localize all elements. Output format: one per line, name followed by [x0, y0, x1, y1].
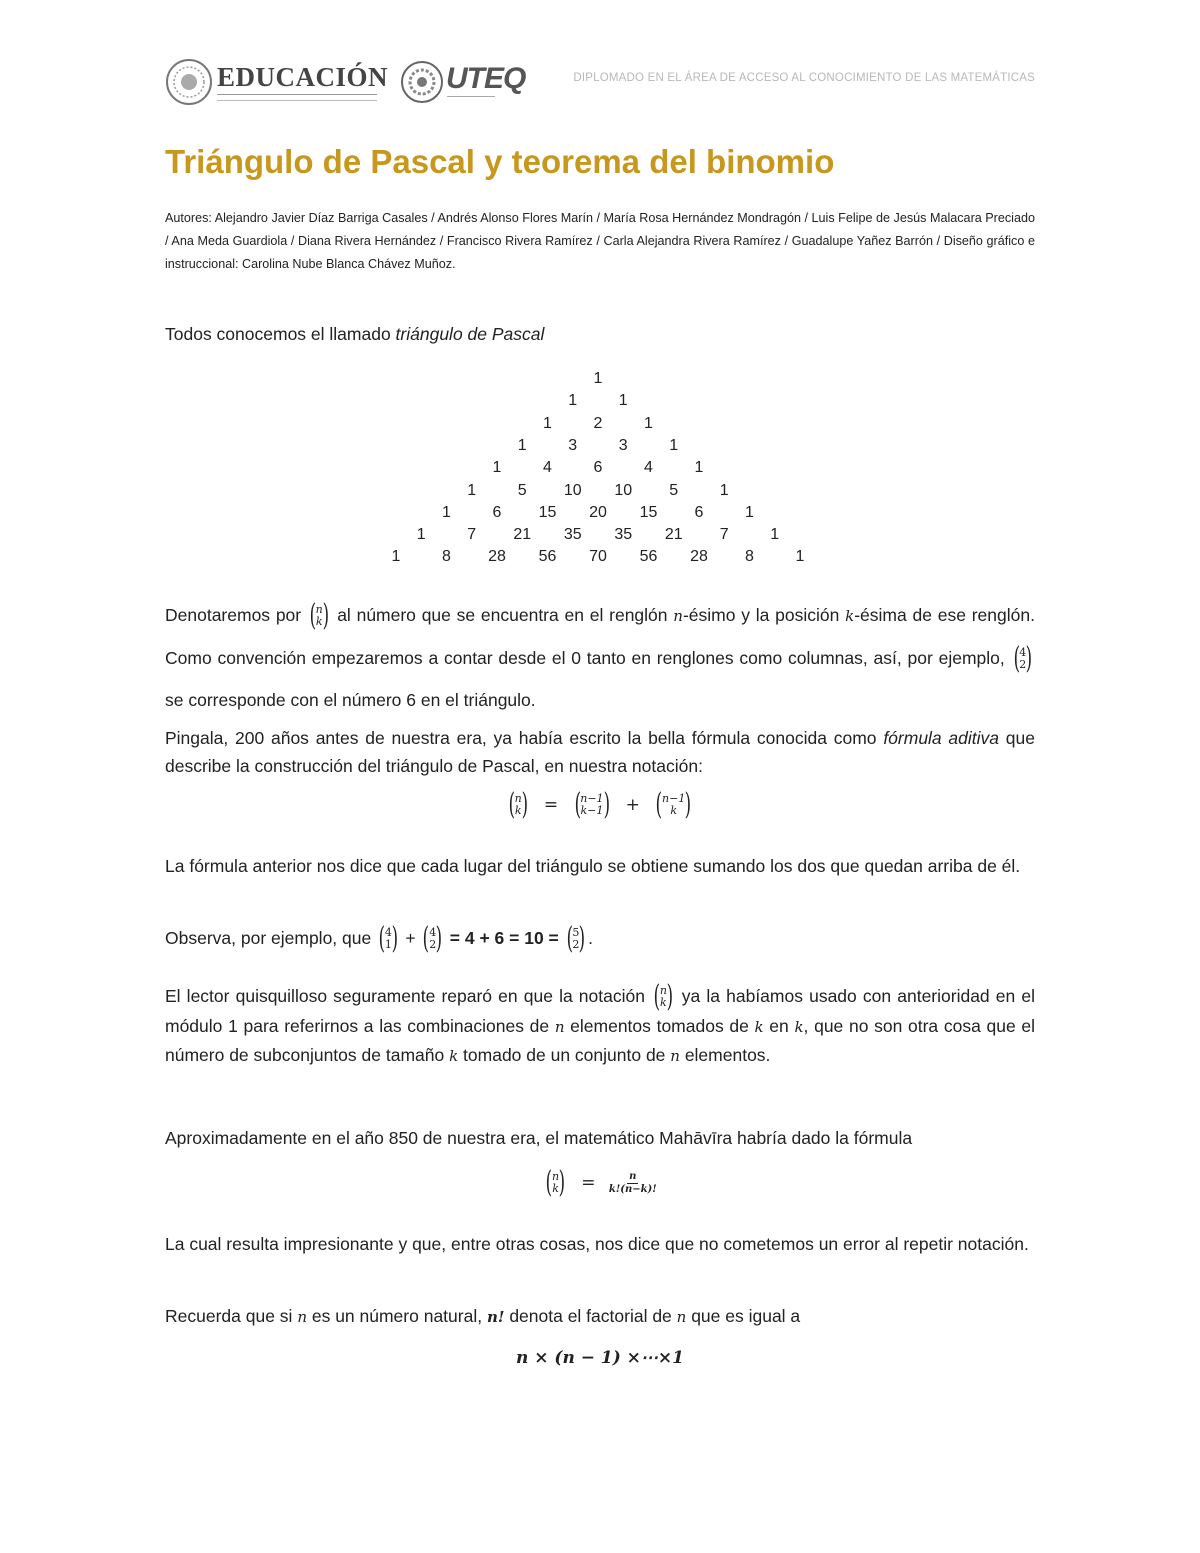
text: Pingala, 200 años antes de nuestra era, ya había escrito la bella fórmula conocida como	[165, 728, 884, 748]
triangle-number: 6	[694, 503, 704, 521]
text: elementos.	[679, 1045, 771, 1066]
triangle-number: 21	[664, 526, 683, 544]
denominator: k!(n−k)!	[608, 1183, 657, 1195]
fraction	[609, 1171, 657, 1196]
triangle-number: 1	[593, 370, 603, 387]
triangle-number: 6	[492, 503, 502, 521]
triangle-row	[0, 370, 1200, 392]
triangle-row	[0, 415, 1200, 437]
triangle-number: 1	[568, 392, 578, 410]
logo-subtitle-line	[217, 94, 377, 101]
math-n: n	[676, 1308, 687, 1326]
triangle-number: 15	[538, 503, 557, 521]
math-n: n	[673, 607, 683, 625]
text: en	[763, 1016, 795, 1037]
triangle-number: 7	[467, 526, 477, 544]
denote-paragraph	[165, 594, 1035, 721]
binom-4-1: ( 4 1 )	[378, 921, 398, 957]
uteq-logo: UTEQ	[446, 62, 526, 95]
numerator: n	[629, 1170, 637, 1182]
binom-top: 4	[1019, 646, 1027, 660]
text: es un número natural,	[306, 1306, 487, 1326]
binom-top: 5	[572, 926, 580, 940]
triangle-number: 56	[639, 548, 658, 566]
text: Observa, por ejemplo, que	[165, 928, 377, 948]
triangle-row	[0, 504, 1200, 526]
math-k: k	[794, 1018, 804, 1037]
binom: ( n−1 k )	[655, 787, 692, 822]
triangle-number: 70	[589, 548, 607, 566]
authors: Autores: Alejandro Javier Díaz Barriga Casales / Andrés Alonso Flores Marín / María Rosa Hernández Mondragón / Luis Felipe de Jesús Malacara Preciado / Ana Meda Guardiola / Diana Rivera Hernández / Francisco Rivera Ramírez / Carla Alejandra Rivera Ramírez / Guadalupe Yañez Barrón / Diseño gráfico e instruccional: Carolina Nube Blanca Chávez Muñoz.	[165, 211, 1035, 271]
text: denota el factorial de	[504, 1306, 677, 1326]
triangle-number: 5	[669, 481, 679, 499]
triangle-number: 3	[618, 436, 628, 454]
text: Recuerda que si	[165, 1306, 298, 1326]
math-n: n	[297, 1308, 307, 1326]
binom-n-k: ( n k )	[309, 598, 329, 634]
triangle-number: 1	[442, 503, 451, 521]
binom-top: n	[659, 984, 667, 998]
binom-bottom: k	[670, 804, 678, 817]
math-nfact: n!	[486, 1308, 505, 1326]
lector-paragraph	[165, 979, 1035, 1070]
triangle-number: 1	[745, 503, 754, 521]
text: .	[588, 928, 593, 948]
pingala-paragraph	[165, 724, 1035, 780]
text: elementos tomados de	[564, 1016, 755, 1037]
triangle-row	[0, 548, 1200, 570]
triangle-number: 6	[593, 459, 603, 477]
triangle-number: 10	[614, 481, 633, 499]
formula-meaning-paragraph: La fórmula anterior nos dice que cada lugar del triángulo se obtiene sumando los dos que quedan arriba de él.	[165, 856, 1021, 876]
impress-paragraph: La cual resulta impresionante y que, entre otras cosas, nos dice que no cometemos un error al repetir notación.	[165, 1234, 1029, 1254]
triangle-number: 15	[639, 503, 658, 521]
triangle-number: 1	[416, 526, 426, 544]
triangle-number: 20	[589, 503, 607, 521]
triangle-row	[0, 526, 1200, 548]
binom-top: n−1	[580, 792, 604, 805]
page-title: Triángulo de Pascal y teorema del binomio	[165, 143, 835, 180]
intro-text: Todos conocemos el llamado	[165, 324, 396, 344]
text: ya la habíamos usado con anterioridad en el módulo 1 para referirnos a las combinaciones de	[165, 986, 1035, 1037]
math-k: k	[754, 1018, 764, 1037]
triangle-number: 1	[719, 481, 729, 499]
binom: ( n−1 k−1 )	[574, 787, 610, 822]
text: que es igual a	[686, 1306, 801, 1326]
binom-bottom: 2	[429, 938, 437, 952]
triangle-number: 28	[690, 548, 708, 566]
triangle-number: 28	[488, 548, 506, 566]
triangle-number: 21	[513, 526, 532, 544]
intro-paragraph	[165, 320, 1035, 348]
triangle-row	[0, 392, 1200, 414]
triangle-number: 1	[770, 526, 780, 544]
math-k: k	[449, 1047, 459, 1066]
text: El lector quisquilloso seguramente reparó en que la notación	[165, 986, 652, 1006]
binom-4-2: ( 4 2 )	[1013, 641, 1033, 677]
factorial-formula: ( n k ) = $\frac{n}{k!(n-k)!}$	[0, 1168, 1200, 1198]
binom-bottom: k	[514, 804, 522, 817]
binom-bottom: k	[660, 996, 667, 1010]
triangle-number: 1	[618, 392, 628, 410]
education-logo: EDUCACIÓN	[217, 62, 389, 92]
mexico-seal-icon	[165, 58, 213, 106]
binom-bottom: 1	[384, 938, 392, 952]
math-n: n	[670, 1047, 680, 1066]
binom-top: 4	[429, 926, 437, 940]
recall-paragraph	[165, 1302, 1035, 1331]
triangle-number: 56	[538, 548, 557, 566]
triangle-number: 35	[563, 526, 582, 544]
binom-top: n	[514, 792, 522, 805]
uteq-seal-icon	[400, 60, 444, 104]
triangle-number: 1	[669, 436, 679, 454]
triangle-number: 1	[644, 414, 653, 432]
triangle-number: 2	[593, 414, 603, 432]
text: -ésimo y la posición	[682, 605, 846, 625]
triangle-number: 4	[543, 459, 552, 477]
binom-5-2: ( 5 2 )	[566, 921, 586, 957]
binom-n-k: ( n k )	[653, 979, 674, 1015]
math-n: n	[554, 1018, 565, 1037]
text: que describe la construcción del triángulo de Pascal, en nuestra notación:	[165, 728, 1035, 776]
triangle-number: 1	[694, 459, 704, 477]
binom-4-2: ( 4 2 )	[423, 921, 443, 957]
triangle-row	[0, 437, 1200, 459]
triangle-number: 3	[568, 436, 578, 454]
binom-bottom: k−1	[580, 804, 604, 817]
triangle-number: 7	[719, 526, 729, 544]
triangle-number: 8	[442, 548, 451, 566]
text: tomado de un conjunto de	[458, 1045, 671, 1066]
factorial-product: n × (n − 1) ×⋯×1	[515, 1348, 685, 1368]
text: al número que se encuentra en el renglón	[331, 605, 674, 625]
text: se corresponde con el número 6 en el triángulo.	[165, 690, 536, 710]
binom: ( n k )	[545, 1165, 566, 1200]
binom-bottom: k	[315, 615, 323, 629]
text: Denotaremos por	[165, 605, 307, 625]
binom-bottom: 2	[572, 938, 580, 952]
binom-top: n−1	[662, 792, 686, 805]
example-paragraph: Observa, por ejemplo, que ( 4 1 ) + ( 4 2 ) = 4 + 6 = 10 = ( 5 2 ) .	[165, 921, 593, 957]
triangle-number: 1	[517, 436, 527, 454]
text: , que no son otra cosa que el número de subconjuntos de tamaño	[165, 1016, 1035, 1066]
binom-top: 4	[384, 926, 392, 940]
binom-top: n	[315, 603, 323, 617]
triangle-row	[0, 459, 1200, 481]
italic-text: fórmula aditiva	[883, 728, 1000, 748]
triangle-number: 1	[492, 459, 502, 477]
binom-bottom: 2	[1019, 658, 1027, 672]
math-k: k	[845, 607, 855, 625]
triangle-number: 8	[745, 548, 754, 566]
triangle-number: 4	[644, 459, 653, 477]
triangle-number: 10	[563, 481, 582, 499]
triangle-number: 5	[517, 481, 527, 499]
page-header	[165, 58, 1035, 110]
triangle-row	[0, 482, 1200, 504]
binom-top: n	[552, 1170, 560, 1183]
binom: ( n k )	[508, 787, 528, 822]
text: -ésima de ese renglón. Como convención empezaremos a contar desde el 0 tanto en renglones como columnas, así, por ejemplo,	[165, 605, 1035, 668]
binom-bottom: k	[552, 1182, 559, 1195]
uteq-subtitle-line	[447, 96, 495, 101]
mahavira-paragraph: Aproximadamente en el año 850 de nuestra era, el matemático Mahāvīra habría dado la fórmula	[165, 1128, 913, 1148]
triangle-number: 35	[614, 526, 633, 544]
program-name: DIPLOMADO EN EL ÁREA DE ACCESO AL CONOCIMIENTO DE LAS MATEMÁTICAS	[573, 72, 1035, 84]
triangle-number: 1	[391, 548, 401, 566]
sum-text: = 4 + 6 = 10 =	[449, 928, 559, 948]
triangle-number: 1	[543, 414, 552, 432]
additive-formula: ( n k ) = ( n−1 k−1 ) + ( n−1 k )	[0, 790, 1200, 820]
triangle-number: 1	[467, 481, 477, 499]
intro-italic: triángulo de Pascal	[395, 324, 545, 344]
triangle-number: 1	[795, 548, 805, 566]
